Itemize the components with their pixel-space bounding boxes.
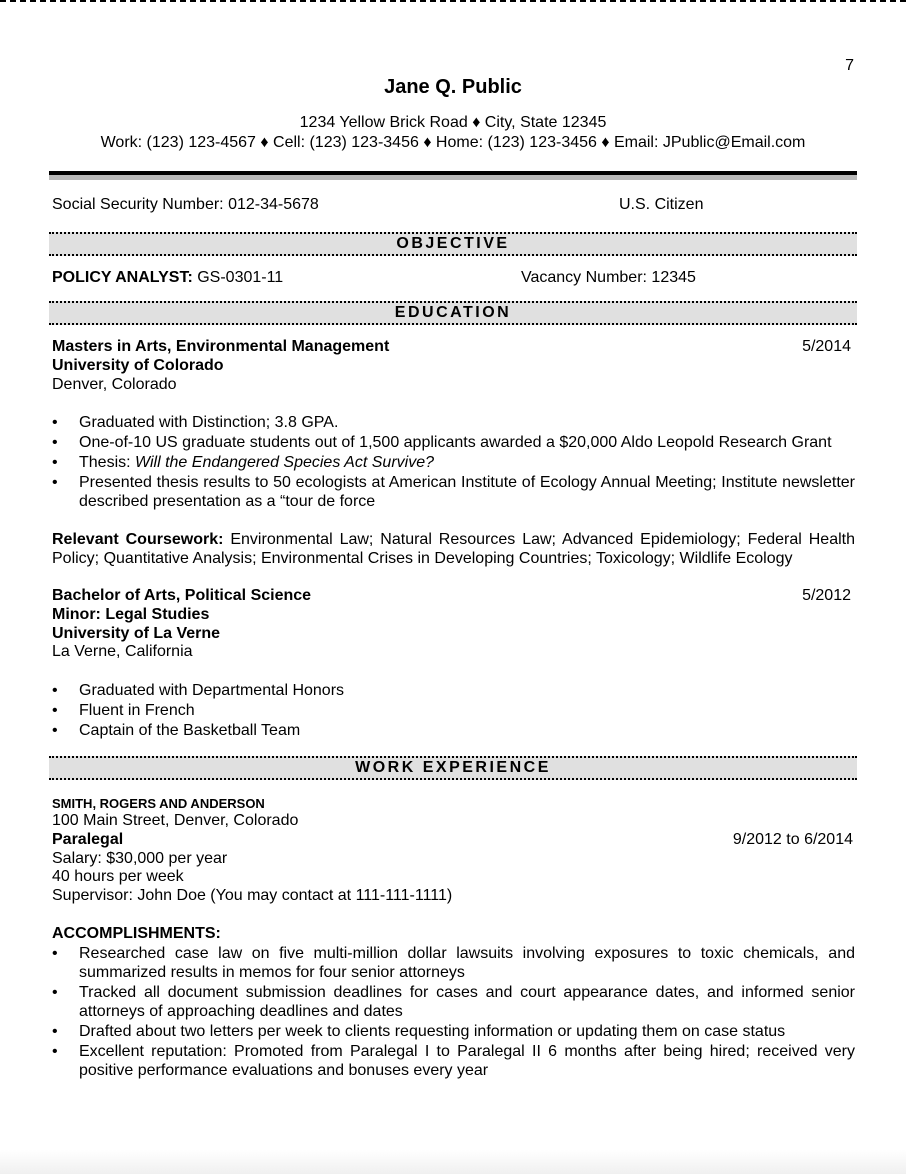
- list-item: • One-of-10 US graduate students out of 1,500 applicants awarded a $20,000 Aldo Leopold Research Grant: [52, 434, 832, 451]
- page-number: 7: [845, 57, 854, 74]
- position-value: GS-0301-11: [197, 269, 284, 286]
- list-item: • Tracked all document submission deadlines for cases and court appearance dates, and informed senior attorneys of approaching deadlines and dates: [52, 984, 855, 1020]
- masters-date: 5/2014: [802, 338, 851, 355]
- coursework-label: Relevant Coursework:: [52, 531, 224, 548]
- bachelors-degree: Bachelor of Arts, Political Science: [52, 587, 312, 604]
- bullet-icon: •: [52, 454, 58, 471]
- bachelors-date: 5/2012: [802, 587, 851, 604]
- employer-name: SMITH, ROGERS AND ANDERSON: [52, 796, 265, 811]
- ssn: Social Security Number: 012-34-5678: [52, 196, 319, 213]
- bachelors-minor: Minor: Legal Studies: [52, 606, 210, 623]
- thesis-title: Will the Endangered Species Act Survive?: [135, 454, 434, 471]
- education-heading: EDUCATION: [49, 301, 857, 325]
- bachelors-bullets: [52, 681, 855, 741]
- list-item: • Graduated with Departmental Honors: [52, 682, 345, 699]
- job-dates: 9/2012 to 6/2014: [732, 831, 853, 848]
- employer-address: 100 Main Street, Denver, Colorado: [52, 812, 299, 829]
- applicant-name: Jane Q. Public: [384, 76, 522, 98]
- bullet-icon: •: [52, 984, 58, 1001]
- list-item: • Graduated with Distinction; 3.8 GPA.: [52, 414, 339, 431]
- list-item: • Excellent reputation: Promoted from Paralegal I to Paralegal II 6 months after being hired; received very positive performance evaluations and bonuses every year: [52, 1043, 855, 1079]
- list-item: • Captain of the Basketball Team: [52, 722, 301, 739]
- bullet-icon: •: [52, 1043, 58, 1060]
- coursework-list: Environmental Law; Natural Resources Law; Advanced Epidemiology; Federal Health Policy; Quantitative Analysis; Environmental Crises in Developing Countries; Toxicology; Wildlife Ecology: [52, 531, 855, 567]
- list-item: • Drafted about two letters per week to clients requesting information or updating them on case status: [52, 1023, 786, 1040]
- applicant-address: 1234 Yellow Brick Road ♦ City, State 12345: [299, 114, 607, 131]
- bachelors-school: University of La Verne: [52, 625, 221, 642]
- bullet-icon: •: [52, 1023, 58, 1040]
- vacancy-number: Vacancy Number: 12345: [521, 269, 696, 286]
- list-item: • Presented thesis results to 50 ecologists at American Institute of Ecology Annual Meeting; Institute newsletter described presentation as a “tour de force: [52, 474, 855, 510]
- job-supervisor: Supervisor: John Doe (You may contact at 111-111-1111): [52, 887, 453, 904]
- page-top-border: [0, 0, 906, 2]
- bullet-icon: •: [52, 945, 58, 962]
- bullet-icon: •: [52, 682, 58, 699]
- bullet-icon: •: [52, 434, 58, 451]
- position-label: POLICY ANALYST:: [52, 269, 193, 286]
- accomplishments-heading: ACCOMPLISHMENTS:: [52, 925, 221, 942]
- objective-heading: OBJECTIVE: [49, 232, 857, 256]
- masters-bullets: [52, 413, 855, 512]
- masters-location: Denver, Colorado: [52, 376, 177, 393]
- accomplishments-list: [52, 944, 855, 1081]
- citizenship: U.S. Citizen: [619, 196, 704, 213]
- list-item: • Fluent in French: [52, 702, 195, 719]
- job-hours: 40 hours per week: [52, 868, 184, 885]
- masters-degree: Masters in Arts, Environmental Management: [52, 338, 390, 355]
- job-salary: Salary: $30,000 per year: [52, 850, 228, 867]
- bullet-icon: •: [52, 722, 58, 739]
- work-experience-heading: WORK EXPERIENCE: [49, 756, 857, 780]
- bullet-icon: •: [52, 414, 58, 431]
- applicant-contact: Work: (123) 123-4567 ♦ Cell: (123) 123-3456 ♦ Home: (123) 123-3456 ♦ Email: JPublic@Email.com: [100, 134, 806, 151]
- list-item: • Researched case law on five multi-million dollar lawsuits involving exposures to toxic chemicals, and summarized results in memos for four senior attorneys: [52, 945, 855, 981]
- list-item: • Thesis: Will the Endangered Species Act Survive?: [52, 454, 434, 471]
- bullet-icon: •: [52, 702, 58, 719]
- bachelors-location: La Verne, California: [52, 643, 193, 660]
- page-bottom-edge: [0, 1150, 906, 1174]
- masters-school: University of Colorado: [52, 357, 224, 374]
- relevant-coursework: [52, 530, 855, 568]
- job-title: Paralegal: [52, 831, 124, 848]
- header-rule-shadow: [49, 175, 857, 180]
- objective-position: [52, 268, 283, 287]
- bullet-icon: •: [52, 474, 58, 491]
